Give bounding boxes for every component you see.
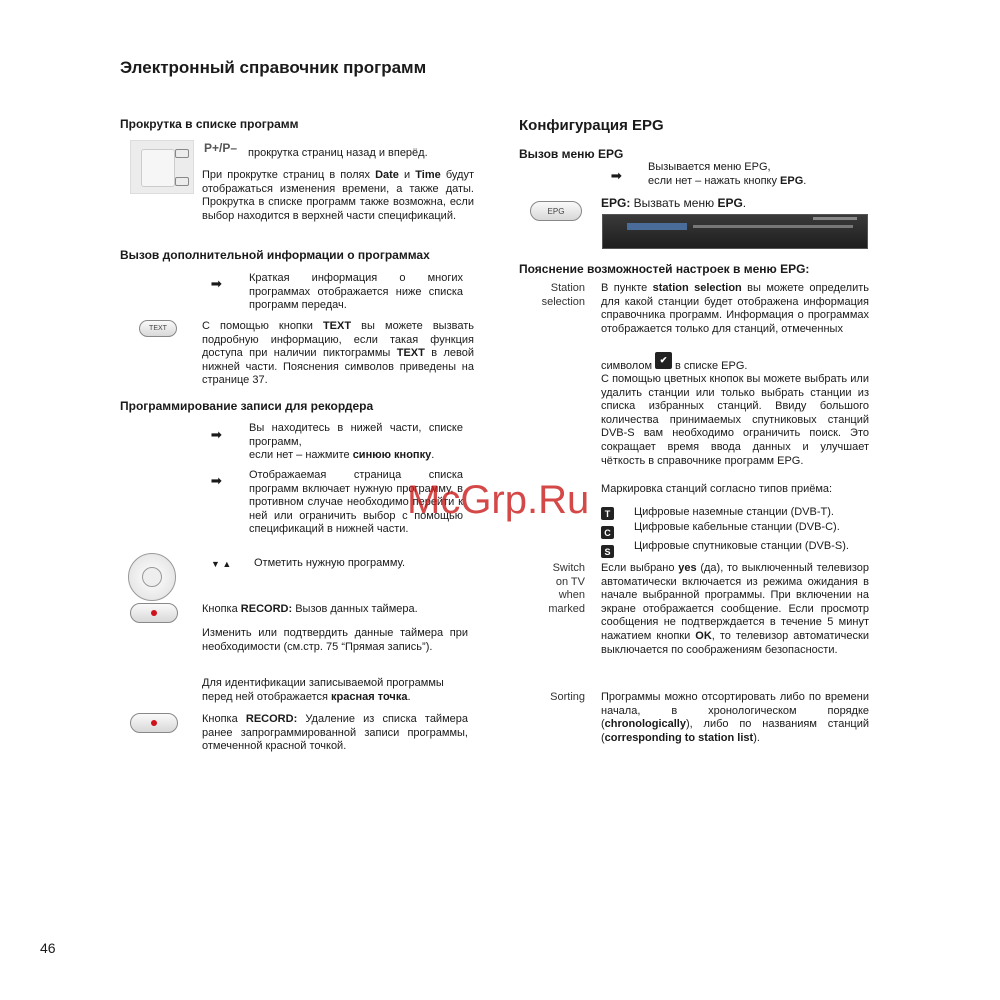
epg-call-text: EPG: Вызвать меню EPG. [601, 196, 747, 210]
station-paragraph-1: В пункте station selection вы можете определить для какой станции будет отображена информация справочника программ. Информация о программах отображается только для станций, отмеченных [601, 282, 869, 335]
watermark: McGrp.Ru [407, 478, 590, 522]
record-arrow-text-2: Отображаемая страница списка программ включает нужную программу, в противном случае необходимо перейти к ней или ограничить выбор с помощью спецификаций в нижней части. [249, 469, 463, 536]
record-button-icon [130, 603, 178, 623]
epg-menu-items [693, 225, 853, 228]
pp-description: прокрутка страниц назад и вперёд. [248, 147, 428, 159]
record-heading: Программирование записи для рекордера [120, 399, 374, 413]
dvb-s-text: Цифровые спутниковые станции (DVB-S). [634, 540, 849, 552]
remote-keypad-icon [141, 149, 175, 187]
epg-menu-screenshot [602, 214, 868, 249]
arrow-icon: ➟ [211, 276, 220, 291]
red-dot-icon [151, 720, 157, 726]
station-symbol-line: символом ✔ в списке EPG. [601, 358, 747, 375]
dvb-s-icon: S [601, 545, 614, 558]
page-title: Электронный справочник программ [120, 58, 427, 77]
switch-on-tv-label: Switch on TV when marked [548, 562, 585, 615]
arrow-icon: ➟ [211, 427, 220, 442]
dvb-t-icon: T [601, 507, 614, 520]
red-dot-icon [151, 610, 157, 616]
dvb-c-icon: C [601, 526, 614, 539]
scroll-paragraph: При прокрутке страниц в полях Date и Time будут отображаться изменения времени, а также даты. Прокрутка в списке программ также возможна, если выбор находится в верхней части спецификаций. [202, 169, 474, 222]
epg-menu-selection-bar [627, 223, 687, 230]
remote-key-icon [175, 177, 189, 186]
dvb-c-text: Цифровые кабельные станции (DVB-C). [634, 521, 840, 533]
timer-paragraph: Изменить или подтвердить данные таймера при необходимости (см.стр. 75 “Прямая запись”). [202, 627, 468, 653]
dvb-t-text: Цифровые наземные станции (DVB-T). [634, 506, 834, 518]
ok-key-icon [142, 567, 162, 587]
station-types-intro: Маркировка станций согласно типов приёма: [601, 483, 833, 495]
mark-program-text: Отметить нужную программу. [254, 557, 405, 569]
scroll-heading: Прокрутка в списке программ [120, 117, 299, 131]
epg-menu-header [813, 217, 857, 220]
checkmark-icon: ✔ [655, 352, 672, 369]
epg-config-heading: Конфигурация EPG [519, 117, 664, 134]
arrow-icon: ➟ [611, 168, 620, 183]
switch-paragraph: Если выбрано yes (да), то выключенный телевизор автоматически включается из режима ожидания в начале выбранной программы. При включении на экране отображается сообщение. Если просмотр сообщения не подтверждается в течение 5 минут нажатием кнопки OK, то телевизор автоматически выключается по соображениям безопасности. [601, 562, 869, 656]
nav-ring-icon [128, 553, 176, 601]
epg-call-heading: Вызов меню EPG [519, 147, 624, 161]
text-button-icon: TEXT [139, 320, 177, 337]
remote-key-icon [175, 149, 189, 158]
epg-explain-heading: Пояснение возможностей настроек в меню EPG: [519, 262, 810, 276]
station-selection-label: Station selection [541, 282, 585, 308]
page-number: 46 [40, 940, 56, 956]
info-paragraph: С помощью кнопки TEXT вы можете вызвать подробную информацию, если такая функция доступа при наличии пиктограммы TEXT в левой нижней части. Пояснения символов приведены на странице 37. [202, 320, 475, 387]
sorting-label: Sorting [550, 691, 585, 703]
down-up-arrows-icon: ▼ ▲ [211, 559, 232, 569]
station-paragraph-2: С помощью цветных кнопок вы можете выбрать или удалить станции или только выбрать станции из списка избранных станций. Ввиду большого количества принимаемых спутниковых станций DVB-S вам необходимо ограничить поиск. Это сокращает время ввода данных и улучшает чёткость в справочнике программ EPG. [601, 373, 869, 467]
sorting-paragraph: Программы можно отсортировать либо по времени начала, в хронологическом порядке (chronologically), либо по названиям станций (corresponding to station list). [601, 691, 869, 744]
epg-button-icon: EPG [530, 201, 582, 221]
record-key-text-2: Кнопка RECORD: Удаление из списка таймера ранее запрограммированной записи программы, отмеченной красной точкой. [202, 713, 468, 753]
remote-pp-illustration [130, 140, 194, 194]
record-arrow-text-1: Вы находитесь в нижей части, списке программ, если нет – нажмите синюю кнопку. [249, 422, 463, 462]
arrow-icon: ➟ [211, 473, 220, 488]
info-arrow-text: Краткая информация о многих программах отображается ниже списка программ передач. [249, 272, 463, 312]
epg-arrow-text: Вызывается меню EPG, если нет – нажать кнопку EPG. [648, 161, 807, 187]
record-key-text-1: Кнопка RECORD: Вызов данных таймера. [202, 603, 418, 615]
red-dot-paragraph: Для идентификации записываемой программы перед ней отображается красная точка. [202, 677, 444, 703]
info-heading: Вызов дополнительной информации о программах [120, 248, 430, 262]
record-button-icon [130, 713, 178, 733]
pp-key-label: P+/P– [204, 141, 238, 155]
